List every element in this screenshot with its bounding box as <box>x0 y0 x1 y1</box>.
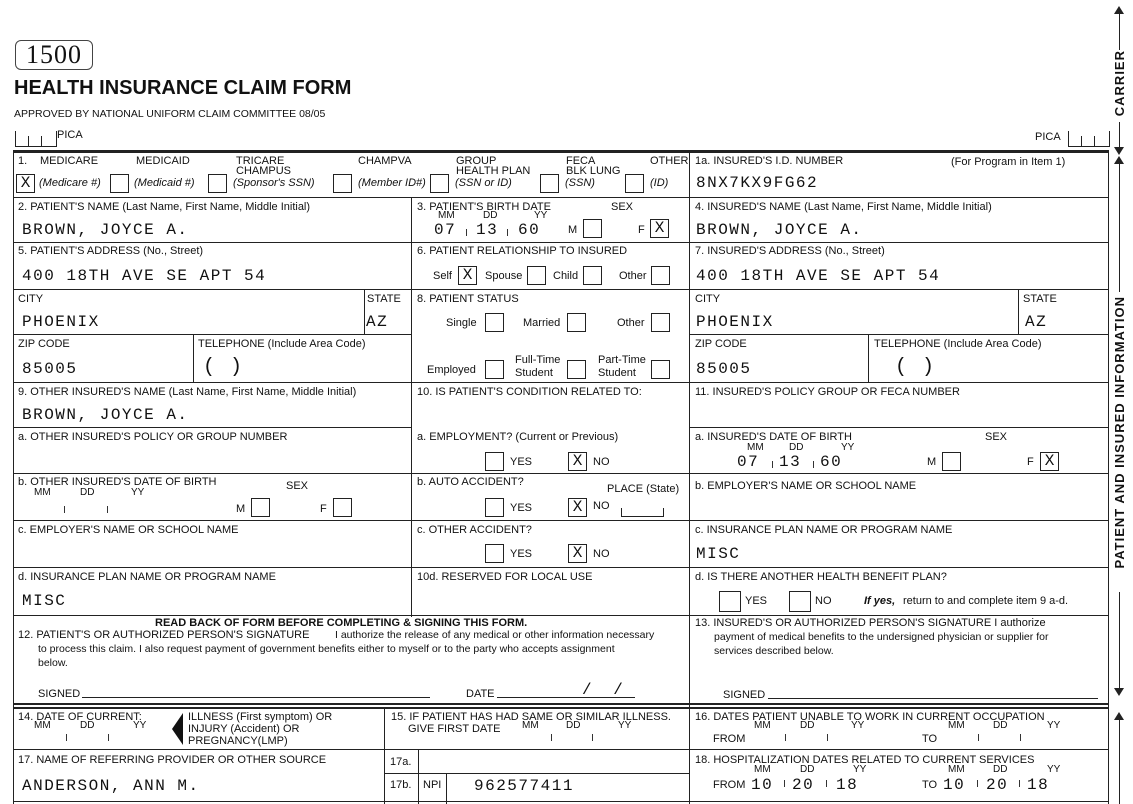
patient-sex-m-checkbox[interactable] <box>583 219 602 238</box>
f16-to: TO <box>922 733 938 745</box>
f1-champus: CHAMPUS <box>236 165 292 177</box>
f13-text1: payment of medical benefits to the undersigned physician or supplier for <box>714 631 1049 643</box>
f18-dd2: DD <box>993 764 1008 775</box>
f11a-label: a. INSURED'S DATE OF BIRTH <box>695 431 852 443</box>
referring-provider-value[interactable]: ANDERSON, ANN M. <box>22 777 200 795</box>
f1-num: 1. <box>18 155 28 167</box>
insured-state-value[interactable]: AZ <box>1025 313 1048 331</box>
f11d-ifyes: If yes, <box>864 595 896 607</box>
other-insured-name-value[interactable]: BROWN, JOYCE A. <box>22 406 189 424</box>
insured-name-value[interactable]: BROWN, JOYCE A. <box>696 221 863 239</box>
f1-medicare: MEDICARE <box>40 155 99 167</box>
insured-address-value[interactable]: 400 18TH AVE SE APT 54 <box>696 267 941 285</box>
referring-npi-value[interactable]: 962577411 <box>474 777 574 795</box>
f11a-m: M <box>927 456 937 468</box>
carrier-side-label: CARRIER <box>1112 50 1127 117</box>
hosp-to-yy[interactable]: 18 <box>1027 776 1050 794</box>
form-title: HEALTH INSURANCE CLAIM FORM <box>14 77 352 99</box>
group-health-checkbox[interactable] <box>430 174 449 193</box>
f18-yy2: YY <box>1047 764 1061 775</box>
pica-left-boxes <box>15 131 57 147</box>
f15-sub: GIVE FIRST DATE <box>408 723 501 735</box>
patient-dob-dd[interactable]: 13 <box>476 221 499 239</box>
other-accident-yes-checkbox[interactable] <box>485 544 504 563</box>
f18-mm2: MM <box>948 764 965 775</box>
f7-label: 7. INSURED'S ADDRESS (No., Street) <box>695 245 885 257</box>
f6-self: Self <box>433 270 452 282</box>
f9b-dd: DD <box>80 487 95 498</box>
patient-sex-f-checkbox[interactable]: X <box>650 219 669 238</box>
f15-label: 15. IF PATIENT HAS HAD SAME OR SIMILAR ILLNESS. <box>391 711 671 723</box>
f17b-npi: NPI <box>423 779 442 791</box>
hosp-to-mm[interactable]: 10 <box>943 776 966 794</box>
employment-yes-checkbox[interactable] <box>485 452 504 471</box>
f1-member-sub: (Member ID#) <box>358 177 426 189</box>
f10a-label: a. EMPLOYMENT? (Current or Previous) <box>417 431 619 443</box>
f1a-note: (For Program in Item 1) <box>951 156 1066 168</box>
f13-signed: SIGNED <box>723 689 766 701</box>
f11a-f: F <box>1027 456 1034 468</box>
insured-phone-value[interactable]: ( ) <box>895 356 936 379</box>
hosp-from-dd[interactable]: 20 <box>792 776 815 794</box>
f18-mm1: MM <box>754 764 771 775</box>
f5-zip-label: ZIP CODE <box>18 338 70 350</box>
f11a-mm: MM <box>747 442 764 453</box>
f12-text1: I authorize the release of any medical or other information necessary <box>335 629 655 641</box>
f5-tel-label: TELEPHONE (Include Area Code) <box>198 338 366 350</box>
f14-yy: YY <box>133 720 147 731</box>
f1-sponsor-sub: (Sponsor's SSN) <box>233 177 315 189</box>
f1-medicare-sub: (Medicare #) <box>39 177 101 189</box>
f4-label: 4. INSURED'S NAME (Last Name, First Name, Middle Initial) <box>695 201 992 213</box>
status-parttime-checkbox[interactable] <box>651 360 670 379</box>
f12-signed: SIGNED <box>38 688 81 700</box>
status-other-checkbox[interactable] <box>651 313 670 332</box>
patient-info-side-label: PATIENT AND INSURED INFORMATION <box>1112 296 1127 569</box>
f16-yy1: YY <box>851 720 865 731</box>
f9b-sex: SEX <box>286 480 309 492</box>
f10c-yes: YES <box>510 548 533 560</box>
hosp-to-dd[interactable]: 20 <box>986 776 1009 794</box>
accident-state-field[interactable] <box>621 508 664 517</box>
f3-sex: SEX <box>611 201 634 213</box>
f12-date: DATE <box>466 688 495 700</box>
approved-text: APPROVED BY NATIONAL UNIFORM CLAIM COMMITTEE 08/05 <box>14 108 326 120</box>
f16-dd2: DD <box>993 720 1008 731</box>
f5-city-label: CITY <box>18 293 44 305</box>
insured-id-value[interactable]: 8NX7KX9FG62 <box>696 174 819 192</box>
status-single-checkbox[interactable] <box>485 313 504 332</box>
other-insured-sex-f-checkbox[interactable] <box>333 498 352 517</box>
f11a-sex: SEX <box>985 431 1008 443</box>
patient-name-value[interactable]: BROWN, JOYCE A. <box>22 221 189 239</box>
f5-label: 5. PATIENT'S ADDRESS (No., Street) <box>18 245 204 257</box>
patient-state-value[interactable]: AZ <box>366 313 389 331</box>
f14-dd: DD <box>80 720 95 731</box>
f10d-label: 10d. RESERVED FOR LOCAL USE <box>417 571 593 583</box>
f9d-label: d. INSURANCE PLAN NAME OR PROGRAM NAME <box>18 571 276 583</box>
f12-text2: to process this claim. I also request payment of government benefits either to myself or to the party who accepts assignment <box>38 643 615 655</box>
f3-dd: DD <box>483 210 498 221</box>
f8-pt1: Part-Time <box>598 354 646 366</box>
status-fulltime-checkbox[interactable] <box>567 360 586 379</box>
patient-signature-line[interactable] <box>82 697 430 698</box>
f10b-label: b. AUTO ACCIDENT? <box>417 476 524 488</box>
f14-label: 14. DATE OF CURRENT: <box>18 711 142 723</box>
f1a-label: 1a. INSURED'S I.D. NUMBER <box>695 155 844 167</box>
patient-dob-yy[interactable]: 60 <box>518 221 541 239</box>
insured-sex-f-checkbox[interactable]: X <box>1040 452 1059 471</box>
hosp-from-mm[interactable]: 10 <box>751 776 774 794</box>
auto-accident-yes-checkbox[interactable] <box>485 498 504 517</box>
f18-from: FROM <box>713 779 746 791</box>
f18-to: TO <box>922 779 938 791</box>
other-insured-sex-m-checkbox[interactable] <box>251 498 270 517</box>
f14-mm: MM <box>34 720 51 731</box>
f16-mm1: MM <box>754 720 771 731</box>
f6-other: Other <box>619 270 647 282</box>
feca-checkbox[interactable] <box>540 174 559 193</box>
f8-single: Single <box>446 317 477 329</box>
patient-signature-date[interactable]: / / <box>582 681 629 699</box>
f8-ft1: Full-Time <box>515 354 561 366</box>
medicaid-checkbox[interactable] <box>110 174 129 193</box>
f9-label: 9. OTHER INSURED'S NAME (Last Name, First Name, Middle Initial) <box>18 386 357 398</box>
f6-label: 6. PATIENT RELATIONSHIP TO INSURED <box>417 245 628 257</box>
f2-label: 2. PATIENT'S NAME (Last Name, First Name, Middle Initial) <box>18 201 311 213</box>
insured-plan-name-value[interactable]: MISC <box>696 545 741 563</box>
f6-spouse: Spouse <box>485 270 523 282</box>
f8-ft2: Student <box>515 367 553 379</box>
f18-label: 18. HOSPITALIZATION DATES RELATED TO CURRENT SERVICES <box>695 754 1035 766</box>
another-plan-no-checkbox[interactable] <box>789 591 811 612</box>
f8-married: Married <box>523 317 561 329</box>
f13-label: 13. INSURED'S OR AUTHORIZED PERSON'S SIGNATURE I authorize <box>695 617 1046 629</box>
f1-blk-lung: BLK LUNG <box>566 165 621 177</box>
f17a-label: 17a. <box>390 756 412 768</box>
f17-label: 17. NAME OF REFERRING PROVIDER OR OTHER SOURCE <box>18 754 327 766</box>
f11a-dd: DD <box>789 442 804 453</box>
patient-city-value[interactable]: PHOENIX <box>22 313 100 331</box>
f9a-label: a. OTHER INSURED'S POLICY OR GROUP NUMBER <box>18 431 288 443</box>
f16-dd1: DD <box>800 720 815 731</box>
f3-m: M <box>568 224 578 236</box>
f10-label: 10. IS PATIENT'S CONDITION RELATED TO: <box>417 386 642 398</box>
f3-f: F <box>638 224 645 236</box>
insured-dob-dd[interactable]: 13 <box>779 453 802 471</box>
patient-zip-value[interactable]: 85005 <box>22 360 78 378</box>
f17b-label: 17b. <box>390 779 412 791</box>
employment-no-checkbox[interactable]: X <box>568 452 587 471</box>
f8-other: Other <box>617 317 645 329</box>
readback-notice: READ BACK OF FORM BEFORE COMPLETING & SIGNING THIS FORM. <box>155 617 528 629</box>
other-program-checkbox[interactable] <box>625 174 644 193</box>
f13-text2: services described below. <box>714 645 834 657</box>
f16-label: 16. DATES PATIENT UNABLE TO WORK IN CURRENT OCCUPATION <box>695 711 1045 723</box>
f1-champva: CHAMPVA <box>358 155 412 167</box>
f6-child: Child <box>553 270 579 282</box>
relationship-self-checkbox[interactable]: X <box>458 266 477 285</box>
f11d-label: d. IS THERE ANOTHER HEALTH BENEFIT PLAN? <box>695 571 947 583</box>
f11a-yy: YY <box>841 442 855 453</box>
patient-phone-value[interactable]: ( ) <box>203 356 244 379</box>
relationship-other-checkbox[interactable] <box>651 266 670 285</box>
f1-group: GROUP <box>456 155 497 167</box>
another-plan-yes-checkbox[interactable] <box>719 591 741 612</box>
f7-state-label: STATE <box>1023 293 1057 305</box>
f9b-yy: YY <box>131 487 145 498</box>
status-married-checkbox[interactable] <box>567 313 586 332</box>
patient-address-value[interactable]: 400 18TH AVE SE APT 54 <box>22 267 267 285</box>
insured-sex-m-checkbox[interactable] <box>942 452 961 471</box>
f8-pt2: Student <box>598 367 636 379</box>
f10c-label: c. OTHER ACCIDENT? <box>417 524 532 536</box>
insured-dob-yy[interactable]: 60 <box>820 453 843 471</box>
f5-state-label: STATE <box>367 293 401 305</box>
f9b-mm: MM <box>34 487 51 498</box>
f9b-f: F <box>320 503 327 515</box>
f12-label: 12. PATIENT'S OR AUTHORIZED PERSON'S SIGNATURE <box>18 629 310 641</box>
f7-tel-label: TELEPHONE (Include Area Code) <box>874 338 1042 350</box>
f1-medicaid: MEDICAID <box>136 155 190 167</box>
f3-mm: MM <box>438 210 455 221</box>
f12-text3: below. <box>38 657 68 669</box>
f15-dd: DD <box>566 720 581 731</box>
f14-l3: PREGNANCY(LMP) <box>188 735 288 747</box>
f10b-no: NO <box>593 500 610 512</box>
f7-city-label: CITY <box>695 293 721 305</box>
pica-right-label: PICA <box>1035 131 1061 143</box>
hosp-from-yy[interactable]: 18 <box>836 776 859 794</box>
medicare-checkbox[interactable]: X <box>16 174 35 193</box>
f9b-label: b. OTHER INSURED'S DATE OF BIRTH <box>18 476 217 488</box>
auto-accident-no-checkbox[interactable]: X <box>568 498 587 517</box>
pica-right-boxes <box>1068 131 1110 147</box>
f1-ssn: (SSN) <box>565 177 595 189</box>
f15-mm: MM <box>522 720 539 731</box>
insured-dob-mm[interactable]: 07 <box>737 453 760 471</box>
f10b-place: PLACE (State) <box>607 483 680 495</box>
f15-yy: YY <box>618 720 632 731</box>
pica-left-label: PICA <box>57 129 83 141</box>
f10a-yes: YES <box>510 456 533 468</box>
f1-feca: FECA <box>566 155 596 167</box>
f16-yy2: YY <box>1047 720 1061 731</box>
f1-id: (ID) <box>650 177 669 189</box>
f11d-yes: YES <box>745 595 768 607</box>
f1-medicaid-sub: (Medicaid #) <box>134 177 195 189</box>
f3-yy: YY <box>534 210 548 221</box>
f9c-label: c. EMPLOYER'S NAME OR SCHOOL NAME <box>18 524 239 536</box>
f3-label: 3. PATIENT'S BIRTH DATE <box>417 201 551 213</box>
other-accident-no-checkbox[interactable]: X <box>568 544 587 563</box>
f14-arrow-icon <box>172 713 183 745</box>
f7-zip-label: ZIP CODE <box>695 338 747 350</box>
f11d-no: NO <box>815 595 832 607</box>
f11c-label: c. INSURANCE PLAN NAME OR PROGRAM NAME <box>695 524 953 536</box>
insured-signature-line[interactable] <box>768 698 1098 699</box>
relationship-spouse-checkbox[interactable] <box>527 266 546 285</box>
insured-zip-value[interactable]: 85005 <box>696 360 752 378</box>
tricare-checkbox[interactable] <box>208 174 227 193</box>
f11-label: 11. INSURED'S POLICY GROUP OR FECA NUMBER <box>695 386 960 398</box>
f18-yy1: YY <box>853 764 867 775</box>
f10a-no: NO <box>593 456 610 468</box>
f16-from: FROM <box>713 733 746 745</box>
f1-tricare: TRICARE <box>236 155 285 167</box>
status-employed-checkbox[interactable] <box>485 360 504 379</box>
champva-checkbox[interactable] <box>333 174 352 193</box>
f1-ssn-or-id: (SSN or ID) <box>455 177 512 189</box>
form-number: 1500 <box>26 40 82 69</box>
other-plan-name-value[interactable]: MISC <box>22 592 67 610</box>
relationship-child-checkbox[interactable] <box>583 266 602 285</box>
f11d-ifyes-rest: return to and complete item 9 a-d. <box>903 595 1069 607</box>
f11b-label: b. EMPLOYER'S NAME OR SCHOOL NAME <box>695 480 917 492</box>
f14-l2: INJURY (Accident) OR <box>188 723 300 735</box>
f16-mm2: MM <box>948 720 965 731</box>
f1-other: OTHER <box>650 155 689 167</box>
f18-dd1: DD <box>800 764 815 775</box>
f10b-yes: YES <box>510 502 533 514</box>
f8-employed: Employed <box>427 364 476 376</box>
f10c-no: NO <box>593 548 610 560</box>
f8-label: 8. PATIENT STATUS <box>417 293 519 305</box>
f9b-m: M <box>236 503 246 515</box>
f1-health-plan: HEALTH PLAN <box>456 165 531 177</box>
f14-l1: ILLNESS (First symptom) OR <box>188 711 333 723</box>
insured-city-value[interactable]: PHOENIX <box>696 313 774 331</box>
patient-dob-mm[interactable]: 07 <box>434 221 457 239</box>
